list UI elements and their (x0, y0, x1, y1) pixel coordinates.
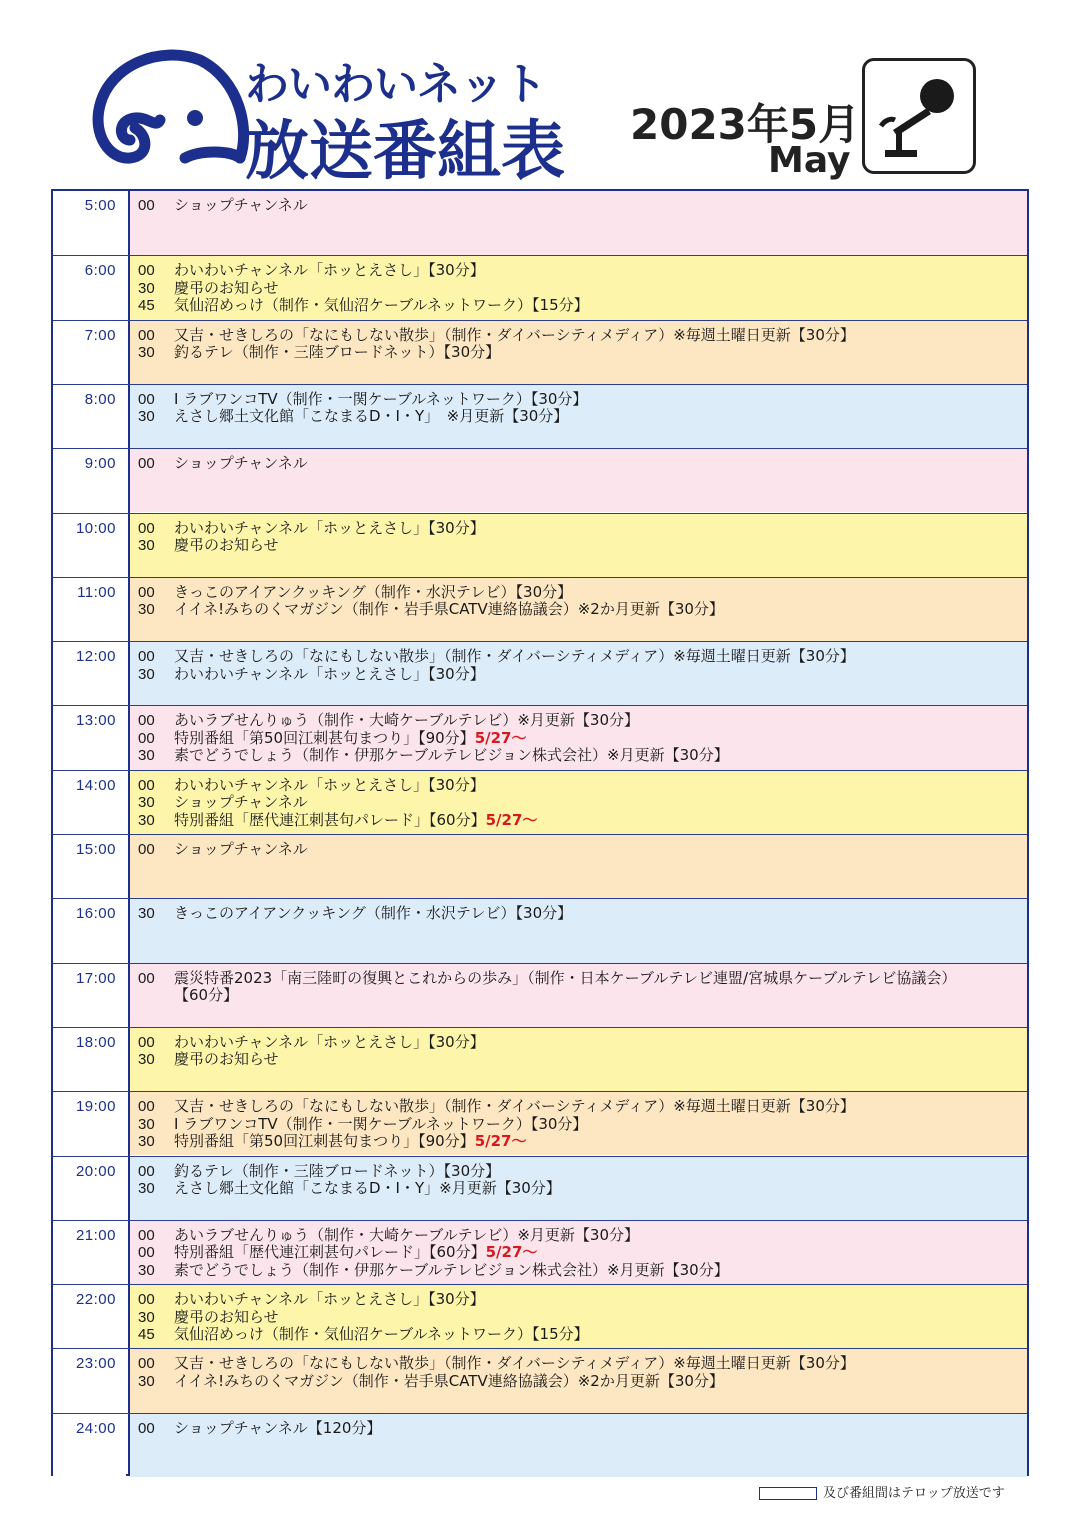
program-title-text: わいわいチャンネル「ホッとえさし」【30分】 (174, 664, 485, 683)
program-title-text: イイネ!みちのくマガジン（制作・岩手県CATV連絡協議会）※2か月更新【30分】 (174, 600, 724, 619)
start-date-note: 5/27～ (474, 1132, 527, 1151)
program-title-text: I ラブワンコTV（制作・一関ケーブルネットワーク）【30分】 (174, 1114, 588, 1133)
program-entry (138, 812, 1019, 830)
schedule-row (53, 641, 1027, 705)
start-minute: 30 (138, 905, 155, 923)
program-list (130, 321, 1027, 384)
program-title (174, 327, 1019, 345)
program-title (174, 1309, 1019, 1327)
program-list (130, 1221, 1027, 1284)
schedule-row (53, 1027, 1027, 1091)
program-title-text: ショップチャンネル (174, 196, 308, 214)
time-slot-label: 24:00 (53, 1414, 126, 1477)
program-list (130, 1349, 1027, 1412)
program-list (130, 514, 1027, 577)
time-slot-label: 17:00 (53, 964, 126, 1027)
program-title (174, 537, 1019, 555)
program-entry (138, 1355, 1019, 1373)
schedule-row (53, 705, 1027, 769)
program-entry (138, 1326, 1019, 1344)
program-title (174, 747, 1019, 765)
program-title-text: きっこのアイアンクッキング（制作・水沢テレビ）【30分】 (174, 904, 573, 923)
schedule-row (53, 191, 1027, 255)
time-slot-label: 13:00 (53, 706, 126, 769)
start-date-note: 5/27～ (474, 728, 527, 747)
program-title (174, 391, 1019, 409)
schedule-row (53, 1284, 1027, 1348)
program-title (174, 1034, 1019, 1052)
start-minute: 30 (138, 1308, 155, 1326)
program-entry (138, 584, 1019, 602)
start-minute: 45 (138, 297, 155, 315)
program-title (174, 1420, 1019, 1438)
start-minute: 30 (138, 1051, 155, 1069)
time-slot-label: 7:00 (53, 321, 126, 384)
start-minute: 00 (138, 729, 155, 747)
program-entry (138, 747, 1019, 765)
program-title (174, 262, 1019, 280)
program-list (130, 1157, 1027, 1220)
program-title-text: ショップチャンネル (174, 793, 308, 812)
time-slot-label: 19:00 (53, 1092, 126, 1155)
program-title (174, 905, 1019, 923)
program-entry (138, 905, 1019, 923)
schedule-row (53, 1156, 1027, 1220)
time-slot-label: 23:00 (53, 1349, 126, 1412)
program-title-text: えさし郷土文化館「こなまるD・I・Y」 ※月更新【30分】 (174, 407, 569, 426)
program-entry (138, 730, 1019, 748)
program-title (174, 970, 1019, 1005)
program-list (130, 899, 1027, 962)
start-minute: 00 (138, 1355, 155, 1373)
start-minute: 00 (138, 1244, 155, 1262)
start-minute: 00 (138, 326, 155, 344)
program-entry (138, 1180, 1019, 1198)
start-minute: 30 (138, 811, 155, 829)
program-title (174, 197, 1019, 215)
time-slot-label: 8:00 (53, 385, 126, 448)
program-title-text: きっこのアイアンクッキング（制作・水沢テレビ）【30分】 (174, 582, 573, 601)
program-title (174, 841, 1019, 859)
program-list (130, 256, 1027, 319)
program-title (174, 648, 1019, 666)
program-entry (138, 1227, 1019, 1245)
program-title (174, 1227, 1019, 1245)
time-slot-label: 9:00 (53, 449, 126, 512)
start-minute: 30 (138, 1133, 155, 1151)
schedule-row (53, 1091, 1027, 1155)
program-entry (138, 1420, 1019, 1438)
program-entry (138, 455, 1019, 473)
program-title (174, 1098, 1019, 1116)
start-minute: 30 (138, 344, 155, 362)
program-title (174, 1291, 1019, 1309)
month-title: 2023年5月 (630, 100, 861, 149)
schedule-row (53, 834, 1027, 898)
program-entry (138, 520, 1019, 538)
start-minute: 30 (138, 1180, 155, 1197)
start-minute: 45 (138, 1326, 155, 1344)
brand-name: わいわいネット (245, 59, 546, 110)
program-title (174, 601, 1019, 619)
program-entry (138, 841, 1019, 859)
start-minute: 00 (138, 1162, 155, 1180)
start-minute: 00 (138, 1291, 155, 1309)
time-slot-label: 16:00 (53, 899, 126, 962)
start-minute: 30 (138, 665, 155, 683)
start-minute: 00 (138, 583, 155, 601)
program-entry (138, 1133, 1019, 1151)
program-entry (138, 1309, 1019, 1327)
program-title (174, 455, 1019, 473)
time-slot-label: 14:00 (53, 771, 126, 834)
program-title-text: わいわいチャンネル「ホッとえさし」【30分】 (174, 1032, 485, 1051)
start-minute: 00 (138, 1033, 155, 1051)
program-list (130, 1092, 1027, 1155)
program-entry (138, 537, 1019, 555)
program-title (174, 280, 1019, 298)
program-title-text: 特別番組「歴代連江刺甚句パレード」【60分】 (174, 810, 486, 829)
program-entry (138, 601, 1019, 619)
start-minute: 00 (138, 197, 155, 214)
page-title: 放送番組表 (245, 115, 565, 189)
program-entry (138, 794, 1019, 812)
program-title-text: 又吉・せきしろの「なにもしない散歩」（制作・ダイバーシティメディア）※毎週土曜日更新【30分】 (174, 325, 855, 344)
program-title-text: I ラブワンコTV（制作・一関ケーブルネットワーク）【30分】 (174, 389, 588, 408)
program-title (174, 812, 1019, 830)
program-title-text: わいわいチャンネル「ホッとえさし」【30分】 (174, 1290, 485, 1309)
program-entry (138, 1051, 1019, 1069)
program-title (174, 1133, 1019, 1151)
microphone-icon (871, 68, 967, 164)
program-title-text: ショップチャンネル【120分】 (174, 1418, 382, 1437)
program-title-text: あいラブせんりゅう（制作・大崎ケーブルテレビ）※月更新【30分】 (174, 1225, 640, 1244)
program-list (130, 1028, 1027, 1091)
program-list (130, 578, 1027, 641)
legend-box (759, 1487, 817, 1500)
header (0, 0, 1080, 190)
program-title-text: 慶弔のお知らせ (174, 1307, 279, 1326)
program-list (130, 642, 1027, 705)
program-title (174, 1355, 1019, 1373)
start-minute: 00 (138, 648, 155, 666)
program-title (174, 666, 1019, 684)
schedule-row (53, 1348, 1027, 1412)
program-title (174, 712, 1019, 730)
start-minute: 00 (138, 519, 155, 537)
program-title-text: 釣るテレ（制作・三陸ブロードネット）【30分】 (174, 343, 501, 362)
schedule-table (51, 189, 1029, 1476)
program-list (130, 385, 1027, 448)
start-minute: 30 (138, 1261, 155, 1279)
start-minute: 00 (138, 1419, 155, 1437)
program-title (174, 1262, 1019, 1280)
time-slot-label: 22:00 (53, 1285, 126, 1348)
face-logo-icon (90, 40, 270, 180)
time-slot-label: 21:00 (53, 1221, 126, 1284)
program-title (174, 1326, 1019, 1344)
footer-note-text: 及び番組間はテロップ放送です (823, 1486, 1005, 1501)
time-slot-label: 18:00 (53, 1028, 126, 1091)
start-minute: 00 (138, 712, 155, 730)
program-entry (138, 1373, 1019, 1391)
program-title-text: 慶弔のお知らせ (174, 536, 279, 554)
start-minute: 00 (138, 841, 155, 858)
program-entry (138, 1116, 1019, 1134)
time-slot-label: 20:00 (53, 1157, 126, 1220)
program-title-text: 気仙沼めっけ（制作・気仙沼ケーブルネットワーク）【15分】 (174, 296, 589, 315)
start-minute: 30 (138, 747, 155, 765)
program-entry (138, 262, 1019, 280)
footer-note (759, 1482, 1059, 1502)
month-english: May (768, 140, 851, 181)
program-title (174, 730, 1019, 748)
program-entry (138, 1034, 1019, 1052)
program-entry (138, 391, 1019, 409)
start-date-note: 5/27～ (485, 810, 538, 829)
program-list (130, 449, 1027, 512)
start-minute: 00 (138, 776, 155, 794)
start-minute: 00 (138, 455, 155, 473)
schedule-row (53, 963, 1027, 1027)
program-title-text: あいラブせんりゅう（制作・大崎ケーブルテレビ）※月更新【30分】 (174, 711, 640, 730)
program-list (130, 1414, 1027, 1477)
program-entry (138, 1262, 1019, 1280)
start-minute: 30 (138, 601, 155, 619)
program-entry (138, 408, 1019, 426)
program-title-text: 特別番組「第50回江刺甚句まつり」【90分】 (174, 728, 475, 747)
time-slot-label: 12:00 (53, 642, 126, 705)
program-entry (138, 1163, 1019, 1181)
schedule-row (53, 320, 1027, 384)
program-title (174, 1116, 1019, 1134)
program-entry (138, 666, 1019, 684)
program-title-text: えさし郷土文化館「こなまるD・I・Y」※月更新【30分】 (174, 1179, 561, 1197)
program-title-text: イイネ!みちのくマガジン（制作・岩手県CATV連絡協議会）※2か月更新【30分】 (174, 1371, 724, 1390)
start-minute: 30 (138, 279, 155, 297)
program-title (174, 408, 1019, 426)
program-entry (138, 1291, 1019, 1309)
time-slot-label: 10:00 (53, 514, 126, 577)
program-entry (138, 712, 1019, 730)
program-title (174, 584, 1019, 602)
program-title-text: 気仙沼めっけ（制作・気仙沼ケーブルネットワーク）【15分】 (174, 1325, 589, 1344)
program-title-text: 素でどうでしょう（制作・伊那ケーブルテレビジョン株式会社）※月更新【30分】 (174, 746, 729, 765)
program-title (174, 794, 1019, 812)
schedule-row (53, 384, 1027, 448)
program-title-text: 又吉・せきしろの「なにもしない散歩」（制作・ダイバーシティメディア）※毎週土曜日更新【30分】 (174, 1097, 855, 1116)
time-slot-label: 5:00 (53, 191, 126, 255)
start-minute: 30 (138, 537, 155, 554)
program-title-text: 素でどうでしょう（制作・伊那ケーブルテレビジョン株式会社）※月更新【30分】 (174, 1260, 729, 1279)
program-list (130, 1285, 1027, 1348)
program-title-text: ショップチャンネル (174, 840, 308, 858)
start-minute: 00 (138, 969, 155, 987)
program-list (130, 706, 1027, 769)
microphone-box (862, 58, 976, 174)
program-title-text: わいわいチャンネル「ホッとえさし」【30分】 (174, 518, 485, 537)
schedule-row (53, 513, 1027, 577)
start-minute: 30 (138, 794, 155, 812)
schedule-row (53, 1220, 1027, 1284)
program-title-text: わいわいチャンネル「ホッとえさし」【30分】 (174, 261, 485, 280)
time-slot-label: 6:00 (53, 256, 126, 319)
start-minute: 00 (138, 1226, 155, 1244)
program-title (174, 1373, 1019, 1391)
start-minute: 30 (138, 1115, 155, 1133)
schedule-row (53, 448, 1027, 512)
program-entry (138, 648, 1019, 666)
program-entry (138, 297, 1019, 315)
program-title-text: 又吉・せきしろの「なにもしない散歩」（制作・ダイバーシティメディア）※毎週土曜日更新【30分】 (174, 1354, 855, 1373)
start-minute: 30 (138, 1372, 155, 1390)
schedule-row (53, 255, 1027, 319)
program-entry (138, 970, 1019, 1005)
program-title-text: 特別番組「歴代連江刺甚句パレード」【60分】 (174, 1243, 486, 1262)
schedule-row (53, 898, 1027, 962)
start-minute: 00 (138, 390, 155, 408)
program-title (174, 297, 1019, 315)
program-title (174, 1180, 1019, 1198)
program-entry (138, 280, 1019, 298)
program-title-text: 震災特番2023「南三陸町の復興とこれからの歩み」（制作・日本ケーブルテレビ連盟/宮城県ケーブルテレビ協議会） 【60分】 (174, 968, 957, 1005)
start-minute: 00 (138, 262, 155, 280)
schedule-row (53, 1413, 1027, 1477)
program-title (174, 1163, 1019, 1181)
program-entry (138, 344, 1019, 362)
program-title (174, 1244, 1019, 1262)
program-entry (138, 1244, 1019, 1262)
program-list (130, 964, 1027, 1027)
time-slot-label: 15:00 (53, 835, 126, 898)
program-entry (138, 1098, 1019, 1116)
program-list (130, 835, 1027, 898)
program-title-text: 又吉・せきしろの「なにもしない散歩」（制作・ダイバーシティメディア）※毎週土曜日更新【30分】 (174, 647, 855, 666)
program-entry (138, 327, 1019, 345)
schedule-row (53, 577, 1027, 641)
program-title (174, 1051, 1019, 1069)
time-slot-label: 11:00 (53, 578, 126, 641)
program-title-text: 慶弔のお知らせ (174, 278, 279, 297)
program-title-text: わいわいチャンネル「ホッとえさし」【30分】 (174, 775, 485, 794)
start-minute: 30 (138, 408, 155, 426)
program-title-text: 釣るテレ（制作・三陸ブロードネット）【30分】 (174, 1161, 501, 1180)
schedule-row (53, 770, 1027, 834)
program-title-text: 特別番組「第50回江刺甚句まつり」【90分】 (174, 1132, 475, 1151)
program-list (130, 191, 1027, 255)
start-minute: 00 (138, 1098, 155, 1116)
program-entry (138, 197, 1019, 215)
program-title (174, 520, 1019, 538)
program-title (174, 777, 1019, 795)
program-title-text: 慶弔のお知らせ (174, 1050, 279, 1069)
program-title-text: ショップチャンネル (174, 454, 308, 473)
program-entry (138, 777, 1019, 795)
program-list (130, 771, 1027, 834)
program-title (174, 344, 1019, 362)
start-date-note: 5/27～ (485, 1243, 538, 1262)
